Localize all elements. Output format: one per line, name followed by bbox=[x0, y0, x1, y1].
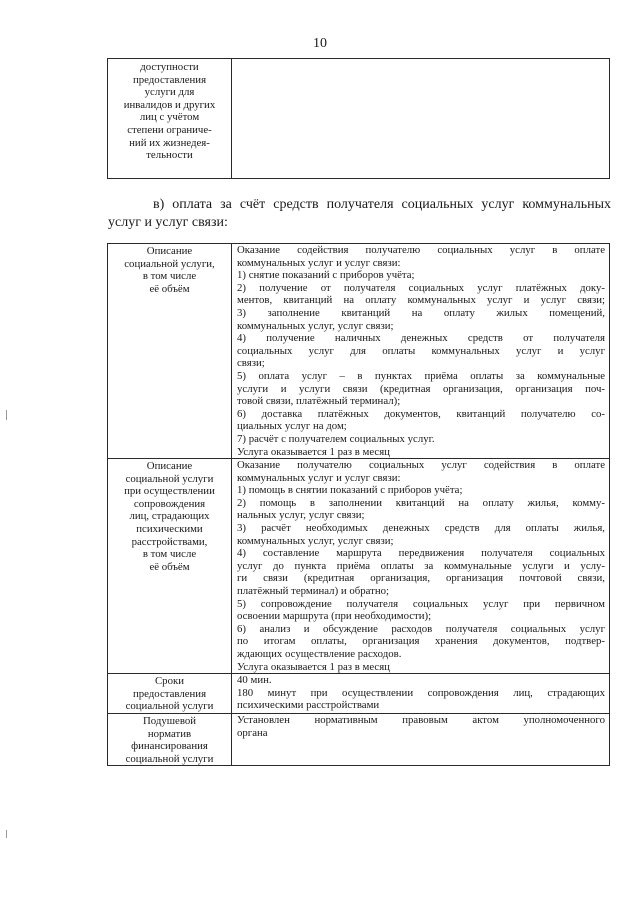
criterion-cell bbox=[108, 244, 232, 459]
criterion-line: расстройствами, bbox=[131, 535, 208, 548]
description-line: 6) анализ и обсуждение расходов получателя социальных услуг bbox=[237, 622, 605, 635]
criterion-line: Сроки bbox=[154, 675, 185, 688]
table-row bbox=[108, 713, 610, 765]
criterion-line: лиц с учётом bbox=[139, 111, 200, 124]
criterion-line: социальной услуги bbox=[125, 472, 214, 485]
description-line: 7) расчёт с получателем социальных услуг. bbox=[237, 432, 435, 445]
criterion-cell bbox=[108, 674, 232, 714]
criterion-line: услуги для bbox=[144, 86, 195, 99]
criterion-line: доступности bbox=[140, 61, 199, 73]
description-line: связи; bbox=[237, 357, 265, 370]
description-line: ждающих осуществление расходов. bbox=[237, 648, 402, 660]
description-line: товой связи, платёжный терминал); bbox=[237, 395, 401, 408]
heading-line: в) оплата за счёт средств получателя социальных услуг коммунальных bbox=[153, 197, 611, 212]
description-line: Оказание содействия получателю социальных услуг в оплате bbox=[237, 244, 605, 256]
criterion-line: предоставления bbox=[132, 687, 207, 700]
criterion-cell bbox=[108, 459, 232, 674]
description-line: 4) получение наличных денежных средств от получателя bbox=[237, 332, 605, 345]
description-line: 4) составление маршрута передвижения получателя социальных bbox=[237, 547, 605, 560]
description-line: по итогам оплаты, организация хранения документов, подтвер- bbox=[237, 635, 605, 648]
heading-line: услуг и услуг связи: bbox=[108, 214, 228, 230]
description-line: органа bbox=[237, 726, 268, 739]
description-line: 2) помощь в заполнении квитанций на оплату жилья, комму- bbox=[237, 496, 605, 509]
description-line: освоении маршрута (при необходимости); bbox=[237, 610, 432, 623]
criterion-line: лиц, страдающих bbox=[129, 510, 210, 523]
scan-margin-mark bbox=[6, 830, 7, 838]
section-heading bbox=[108, 196, 611, 231]
description-line: Установлен нормативным правовым актом уполномоченного bbox=[237, 713, 605, 726]
description-line: 2) получение от получателя социальных услуг платёжных доку- bbox=[237, 281, 605, 294]
description-line: 3) заполнение квитанций на оплату жилых помещений, bbox=[237, 306, 605, 319]
criterion-line: Подушевой bbox=[142, 714, 197, 727]
table-row bbox=[108, 459, 610, 674]
page-number: 10 bbox=[313, 36, 327, 51]
criterion-line: при осуществлении bbox=[124, 485, 215, 498]
description-line: социальных услуг для оплаты коммунальных услуг и услуг bbox=[237, 344, 605, 357]
criterion-line: тельности bbox=[146, 149, 193, 162]
criterion-line: предоставления bbox=[132, 73, 207, 86]
criterion-line: финансирования bbox=[131, 740, 208, 753]
table-row bbox=[108, 674, 610, 714]
description-cell bbox=[232, 244, 610, 459]
description-line: ментов, квитанций на оплату коммунальных услуг и услуг связи; bbox=[237, 294, 605, 307]
description-line: коммунальных услуг, услуг связи; bbox=[237, 534, 394, 547]
criterion-line: социальной услуги, bbox=[124, 257, 215, 270]
description-cell bbox=[232, 459, 610, 674]
description-line: нальных услуг, услуг связи; bbox=[237, 509, 365, 522]
description-line: Услуга оказывается 1 раз в месяц bbox=[237, 660, 390, 673]
criterion-line: её объём bbox=[149, 282, 190, 295]
description-line: коммунальных услуг и услуг связи: bbox=[237, 471, 401, 484]
description-cell bbox=[232, 713, 610, 765]
table-row bbox=[108, 244, 610, 459]
top-table bbox=[107, 58, 610, 179]
criterion-line: Описание bbox=[146, 460, 193, 473]
criterion-line: инвалидов и других bbox=[123, 98, 216, 111]
criterion-line: её объём bbox=[149, 560, 190, 573]
criterion-line: в том числе bbox=[142, 270, 197, 283]
description-line: Услуга оказывается 1 раз в месяц bbox=[237, 445, 390, 458]
criterion-line: сопровождения bbox=[133, 497, 206, 510]
criterion-cell bbox=[108, 59, 232, 179]
criterion-line: норматив bbox=[147, 727, 192, 740]
description-line: услуг до пункта приёма оплаты за коммунальные услуги и услу- bbox=[237, 559, 605, 572]
description-line: 40 мин. bbox=[237, 674, 272, 687]
scan-margin-mark bbox=[6, 410, 7, 420]
description-line: платёжный терминал) и обратно; bbox=[237, 585, 390, 598]
description-line: циальных услуг на дом; bbox=[237, 420, 347, 433]
description-line: 5) оплата услуг – в пунктах приёма оплаты за коммунальные bbox=[237, 369, 605, 382]
description-line: 3) расчёт необходимых денежных средств для оплаты жилья, bbox=[237, 522, 605, 535]
criterion-cell bbox=[108, 713, 232, 765]
description-line: 180 минут при осуществлении сопровождения лиц, страдающих bbox=[237, 686, 605, 699]
description-cell bbox=[232, 59, 610, 179]
service-table bbox=[107, 243, 610, 766]
description-line: 1) снятие показаний с приборов учёта; bbox=[237, 269, 415, 282]
criterion-line: в том числе bbox=[142, 548, 197, 561]
description-line: 6) доставка платёжных документов, квитанций получателю со- bbox=[237, 407, 605, 420]
description-cell bbox=[232, 674, 610, 714]
description-line: коммунальных услуг, услуг связи; bbox=[237, 319, 394, 332]
description-line: коммунальных услуг и услуг связи: bbox=[237, 256, 401, 269]
criterion-line: социальной услуги bbox=[125, 700, 214, 713]
table-row bbox=[108, 59, 610, 179]
criterion-line: социальной услуги bbox=[125, 752, 214, 765]
description-line: 5) сопровождение получателя социальных услуг при первичном bbox=[237, 597, 605, 610]
criterion-line: психическими bbox=[136, 523, 203, 536]
description-line: ги связи (кредитная организация, организация почтовой связи, bbox=[237, 572, 605, 585]
description-line: Оказание получателю социальных услуг содействия в оплате bbox=[237, 459, 605, 472]
description-line: психическими расстройствами bbox=[237, 699, 380, 712]
criterion-line: степени ограниче- bbox=[127, 123, 212, 136]
description-line: услуги и услуги связи (кредитная организация, организация поч- bbox=[237, 382, 605, 395]
criterion-line: Описание bbox=[146, 245, 193, 257]
description-line: 1) помощь в снятии показаний с приборов учёта; bbox=[237, 484, 463, 497]
criterion-line: ний их жизнедея- bbox=[129, 136, 210, 149]
